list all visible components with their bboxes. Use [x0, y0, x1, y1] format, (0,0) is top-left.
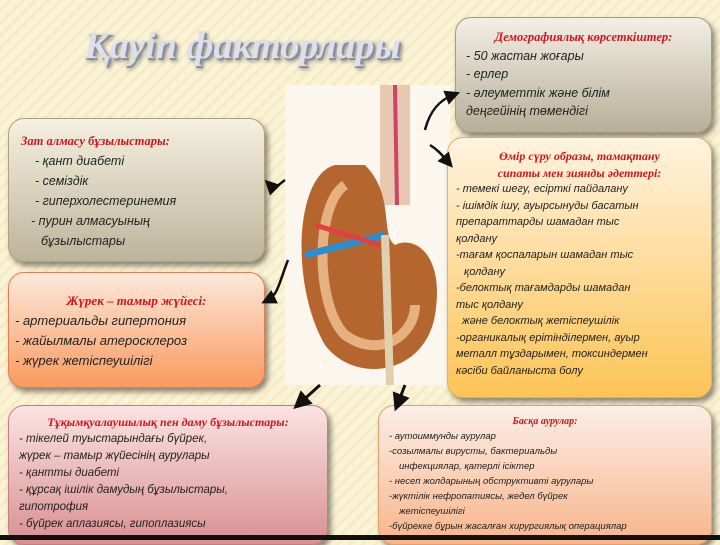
box-heading: Тұқымқуалаушылық пен даму бұзылыстары:: [47, 415, 289, 429]
lifestyle-box: [447, 137, 712, 398]
list-item: - қант диабеті: [35, 154, 125, 168]
list-item: жүрек – тамыр жүйесінің аурулары: [19, 450, 210, 462]
slide-title: Қауіп факторлары: [84, 25, 401, 67]
kidney-illustration: [285, 85, 450, 385]
list-item: - қантты диабеті: [19, 467, 120, 479]
list-item: -жүктілік нефропатиясы, жедел бүйрек: [389, 491, 568, 502]
list-item: металл тұздарымен, токсиндермен: [456, 348, 648, 360]
list-item: бұзылыстары: [41, 234, 126, 248]
list-item: - 50 жастан жоғары: [466, 48, 584, 63]
box-heading: Жүрек – тамыр жүйесі:: [66, 293, 207, 308]
list-item: және белоктық жетіспеушілік: [462, 315, 620, 327]
list-item: инфекциялар, қатерлі ісіктер: [399, 461, 535, 472]
box-heading: сипаты мен зиянды әдеттері:: [497, 165, 662, 180]
box-heading: Басқа аурулар:: [512, 416, 578, 427]
list-item: - артериальды гипертония: [15, 313, 187, 328]
list-item: - темекі шегу, есірткі пайдалану: [456, 183, 628, 195]
list-item: препараттарды шамадан тыс: [456, 216, 620, 228]
box-heading: Демографиялық көрсеткіштер:: [494, 30, 673, 44]
list-item: -тағам қоспаларын шамадан тыс: [456, 249, 634, 261]
box-heading: Зат алмасу бұзылыстары:: [21, 134, 170, 148]
cardiovascular-box: [8, 272, 265, 388]
list-item: - аутоиммунды аурулар: [389, 431, 496, 442]
list-item: жетіспеушілігі: [399, 506, 465, 517]
list-item: - семіздік: [35, 174, 89, 188]
list-item: - гиперхолестеринемия: [35, 194, 177, 208]
list-item: - бүйрек аплазиясы, гипоплазиясы: [19, 518, 206, 530]
list-item: - ерлер: [466, 67, 509, 81]
demographic-box: [455, 17, 712, 133]
list-item: -созылмалы вирусты, бактериальды: [389, 446, 558, 457]
list-item: деңгейінің төмендігі: [466, 104, 588, 118]
hereditary-box: [8, 405, 328, 545]
list-item: - жүрек жетіспеушілігі: [15, 353, 153, 368]
list-item: - әлеуметтік және білім: [466, 85, 610, 100]
list-item: - жайылмалы атеросклероз: [15, 333, 188, 348]
list-item: -бүйрекке бұрын жасалған хирургиялық операциялар: [389, 521, 627, 532]
list-item: - тікелей туыстарындағы бүйрек,: [19, 433, 208, 445]
box-heading: Өмір сүру образы, тамақтану: [499, 149, 660, 163]
list-item: - несеп жолдарының обструктивті аурулары: [389, 476, 594, 487]
list-item: -органикалық ерітінділермен, ауыр: [456, 331, 640, 344]
list-item: - құрсақ ішілік дамудың бұзылыстары,: [19, 484, 228, 496]
list-item: қолдану: [456, 232, 498, 245]
list-item: кәсіби байланыста болу: [456, 364, 583, 377]
list-item: - пурин алмасуының: [31, 214, 150, 228]
list-item: тыс қолдану: [456, 298, 523, 311]
list-item: - ішімдік ішу, ауырсынуды басатын: [456, 199, 639, 212]
other-diseases-box: [378, 405, 712, 545]
bottom-bar: [0, 535, 720, 540]
list-item: қолдану: [464, 265, 506, 278]
list-item: -белоктық тағамдарды шамадан: [456, 282, 631, 294]
metabolic-disorders-box: [8, 118, 265, 262]
list-item: гипотрофия: [19, 501, 89, 513]
